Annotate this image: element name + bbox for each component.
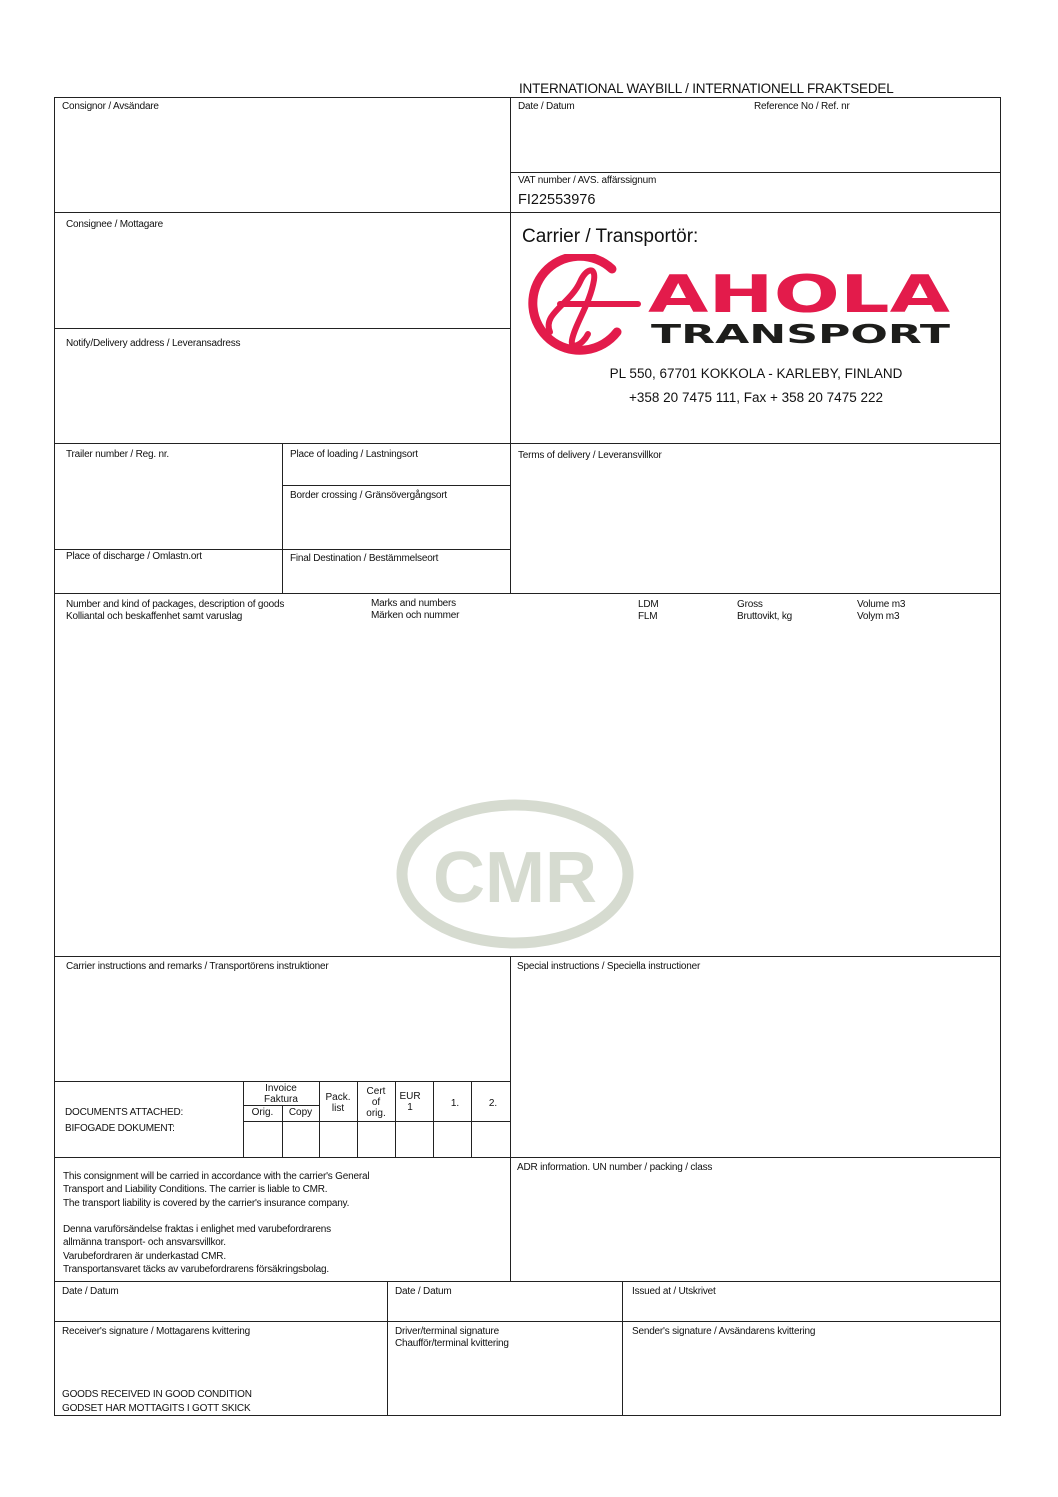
vat-label: VAT number / AVS. affärssignum — [518, 175, 657, 186]
orig-header: Orig. — [251, 1107, 274, 1118]
documents-attached-label: DOCUMENTS ATTACHED: — [65, 1107, 184, 1118]
driver-signature-label: Driver/terminal signature — [395, 1326, 499, 1337]
gross-label: Gross — [737, 599, 763, 610]
ahola-logo — [520, 254, 954, 360]
gross-label-sv: Bruttovikt, kg — [737, 611, 792, 622]
flm-label: FLM — [638, 611, 658, 622]
ahola-emblem-icon — [520, 254, 954, 360]
sender-signature-label: Sender's signature / Avsändarens kvittering — [632, 1326, 816, 1337]
doc-invoice-copy-cell[interactable] — [283, 1122, 318, 1156]
adr-label: ADR information. UN number / packing / class — [517, 1162, 713, 1173]
liability-notice: This consignment will be carried in accordance with the carrier's General Transport and Liability Conditions. The carrier is liable to CMR. The transport liability is covered by the carrier's insurance company. Denna varuförsändelse fraktas i enlighet med varubefordrarens allmänna transport- och ansvarsvillkor. Varubefordraren är underkastad CMR. Transportansvaret täcks av varubefordrarens försäkringsbolag. — [63, 1171, 370, 1276]
border-crossing-label: Border crossing / Gränsövergångsort — [290, 490, 447, 501]
notify-label: Notify/Delivery address / Leveransadress — [66, 338, 241, 349]
carrier-address: PL 550, 67701 KOKKOLA - KARLEBY, FINLAND — [609, 366, 903, 381]
volume-label-sv: Volym m3 — [857, 611, 900, 622]
footer-date-label-2: Date / Datum — [395, 1286, 452, 1297]
consignor-label: Consignor / Avsändare — [62, 101, 159, 112]
cmr-watermark — [394, 798, 636, 950]
receiver-signature-label: Receiver's signature / Mottagarens kvittering — [62, 1326, 250, 1337]
invoice-header: Invoice Faktura — [264, 1083, 298, 1105]
goods-received-label: GOODS RECEIVED IN GOOD CONDITION — [62, 1389, 252, 1400]
pack-list-header: Pack. list — [325, 1092, 351, 1114]
col-2-header: 2. — [488, 1098, 498, 1109]
reference-label: Reference No / Ref. nr — [754, 101, 850, 112]
eur-header: EUR 1 — [399, 1091, 421, 1113]
date-label: Date / Datum — [518, 101, 575, 112]
final-destination-label: Final Destination / Bestämmelseort — [290, 553, 439, 564]
cmr-watermark-text: CMR — [433, 838, 597, 918]
volume-label: Volume m3 — [857, 599, 906, 610]
place-discharge-label: Place of discharge / Omlastn.ort — [66, 551, 202, 562]
logo-word: AHOLA — [648, 265, 950, 325]
col-1-header: 1. — [450, 1098, 460, 1109]
issued-at-label: Issued at / Utskrivet — [632, 1286, 716, 1297]
doc-eur1-cell[interactable] — [396, 1122, 432, 1156]
cert-orig-header: Cert of orig. — [366, 1086, 386, 1119]
doc-pack-list-cell[interactable] — [320, 1122, 356, 1156]
form-title: INTERNATIONAL WAYBILL / INTERNATIONELL FRAKTSEDEL — [519, 81, 894, 96]
footer-date-label-1: Date / Datum — [62, 1286, 119, 1297]
carrier-instructions-label: Carrier instructions and remarks / Transportörens instruktioner — [66, 961, 329, 972]
place-loading-label: Place of loading / Lastningsort — [290, 449, 418, 460]
trailer-label: Trailer number / Reg. nr. — [66, 449, 170, 460]
special-instructions-label: Special instructions / Speciella instructioner — [517, 961, 701, 972]
driver-signature-label-sv: Chaufför/terminal kvittering — [395, 1338, 509, 1349]
copy-header: Copy — [288, 1107, 313, 1118]
doc-invoice-orig-cell[interactable] — [244, 1122, 281, 1156]
logo-subword: TRANSPORT — [651, 320, 951, 350]
goods-desc-label: Number and kind of packages, description of goods — [66, 599, 285, 610]
carrier-phone: +358 20 7475 111, Fax + 358 20 7475 222 — [629, 390, 883, 405]
goods-received-label-sv: GODSET HAR MOTTAGITS I GOTT SKICK — [62, 1403, 251, 1414]
marks-label: Marks and numbers — [371, 598, 456, 609]
consignee-label: Consignee / Mottagare — [66, 219, 163, 230]
bifogade-dokument-label: BIFOGADE DOKUMENT: — [65, 1123, 175, 1134]
vat-value: FI22553976 — [518, 192, 596, 208]
goods-desc-label-sv: Kolliantal och beskaffenhet samt varuslag — [66, 611, 243, 622]
terms-delivery-label: Terms of delivery / Leveransvillkor — [518, 450, 662, 461]
marks-label-sv: Märken och nummer — [371, 610, 460, 621]
doc-cert-orig-cell[interactable] — [358, 1122, 394, 1156]
doc-col1-cell[interactable] — [434, 1122, 470, 1156]
ldm-label: LDM — [638, 599, 659, 610]
doc-col2-cell[interactable] — [472, 1122, 509, 1156]
carrier-heading: Carrier / Transportör: — [522, 226, 699, 247]
